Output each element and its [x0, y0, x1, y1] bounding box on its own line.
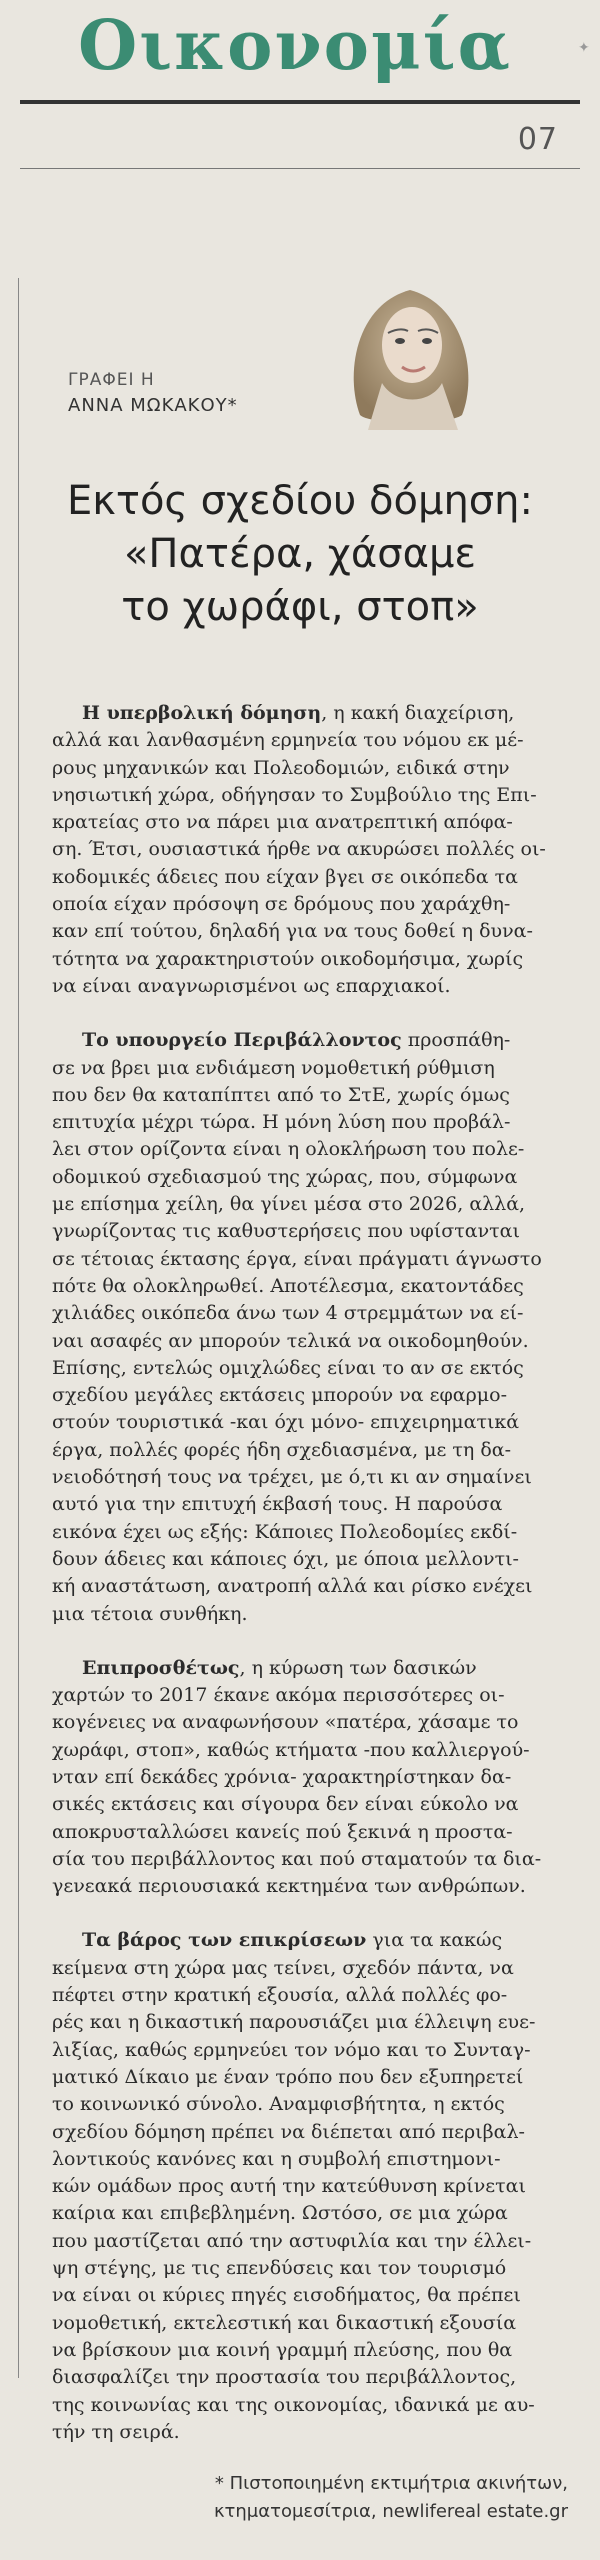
text-line: πέφτει στην κρατική εξουσία, αλλά πολλές φο- — [52, 1984, 508, 2007]
masthead — [0, 0, 600, 100]
text-line: νησιωτική χώρα, οδήγησαν το Συμβούλιο της Επι- — [52, 783, 537, 806]
paragraph-lead: Η υπερβολική δόμηση — [82, 702, 322, 724]
article-paragraph — [52, 1927, 572, 2446]
text-line — [52, 1027, 572, 1054]
text-line: επιτυχία μέχρι τώρα. Η μόνη λύση που προβάλ- — [52, 1111, 511, 1134]
text-line: καίρια και επιβεβλημένη. Ωστόσο, σε μια χώρα — [52, 2202, 508, 2225]
text-line: καν επί τούτου, δηλαδή για να τους δοθεί η δυνα- — [52, 920, 533, 943]
page-fold-mark-icon: ✦ — [578, 40, 590, 56]
writes-label: ΓΡΑΦΕΙ Η — [68, 370, 155, 390]
text-line: ματικό Δίκαιο με έναν τρόπο που δεν εξυπηρετεί — [52, 2065, 524, 2088]
text-line: που δεν θα καταπίπτει από το ΣτΕ, χωρίς όμως — [52, 1083, 510, 1106]
text-line: αλλά και λανθασμένη ερμηνεία του νόμου εκ μέ- — [52, 729, 524, 752]
text-line: που μαστίζεται από την αστυφιλία και την έλλει- — [52, 2229, 532, 2252]
article-paragraph — [52, 1027, 572, 1628]
text-line: σχεδίου μεγάλες εκτάσεις μπορούν να εφαρμο- — [52, 1384, 507, 1407]
text-line: σε να βρει μια ενδιάμεση νομοθετική ρύθμιση — [52, 1056, 495, 1079]
text-line — [52, 1927, 572, 1954]
paragraph-text: , η κακή διαχείριση, — [321, 702, 515, 724]
text-line: ρές και η δικαστική παρουσιάζει μια έλλειψη ευε- — [52, 2011, 536, 2034]
headline-line: Εκτός σχεδίου δόμηση: — [67, 478, 533, 524]
paragraph-text: για τα κακώς — [366, 1929, 503, 1952]
text-line: κείμενα στη χώρα μας τείνει, σχεδόν πάντα, να — [52, 1956, 514, 1979]
headline — [40, 475, 560, 634]
text-line: κή αναστάτωση, ανατροπή αλλά και ρίσκο ενέχει — [52, 1575, 533, 1598]
text-line: κών ομάδων προς αυτή την κατεύθυνση κρίνεται — [52, 2175, 526, 2198]
footnote-line: * Πιστοποιημένη εκτιμήτρια ακινήτων, — [214, 2473, 568, 2494]
page-number: 07 — [517, 122, 558, 157]
text-line: γνωρίζοντας τις καθυστερήσεις που υφίστανται — [52, 1220, 520, 1243]
text-line: νειοδότησή τους να τρέχει, με ό,τι κι αν σημαίνει — [52, 1466, 532, 1489]
text-line: σε τέτοιας έκτασης έργα, είναι πράγματι άγνωστο — [52, 1247, 542, 1270]
text-line: σία του περιβάλλοντος και πού σταματούν τα δια- — [52, 1847, 542, 1870]
text-line — [52, 700, 572, 727]
text-line: αυτό για την επιτυχή έκβασή τους. Η παρούσα — [52, 1493, 503, 1516]
text-line: να είναι αναγνωρισμένοι ως επαρχιακοί. — [52, 974, 451, 997]
text-line: λιξίας, καθώς ερμηνεύει τον νόμο και το Συνταγ- — [52, 2038, 531, 2061]
text-line: κρατείας στο να πάρει μια ανατρεπτική απόφα- — [52, 811, 513, 834]
text-line: ναι ασαφές αν μπορούν τελικά να οικοδομηθούν. — [52, 1329, 529, 1352]
text-line: σικές εκτάσεις και σίγουρα δεν είναι εύκολο να — [52, 1793, 519, 1816]
text-line: πότε θα ολοκληρωθεί. Αποτέλεσμα, εκατοντάδες — [52, 1274, 524, 1297]
text-line: αποκρυσταλλώσει κανείς πού ξεκινά η προστα- — [52, 1820, 513, 1843]
text-line: γενεακά περιουσιακά κεκτημένα των ανθρώπων. — [52, 1875, 526, 1898]
article-paragraph — [52, 1655, 572, 1901]
text-line: εικόνα έχει ως εξής: Κάποιες Πολεοδομίες εκδί- — [52, 1520, 518, 1543]
article-body — [52, 700, 572, 2473]
paragraph-lead: Επιπροσθέτως — [82, 1656, 240, 1679]
text-line: να είναι οι κύριες πηγές εισοδήματος, θα πρέπει — [52, 2284, 521, 2307]
text-line: οδομικού σχεδιασμού της χώρας, που, σύμφωνα — [52, 1165, 518, 1188]
paragraph-text: , η κύρωση των δασικών — [239, 1656, 477, 1679]
text-line: ρους μηχανικών και Πολεοδομιών, ειδικά στην — [52, 756, 510, 779]
text-line: έργα, πολλές φορές ήδη σχεδιασμένα, με τη δα- — [52, 1438, 512, 1461]
text-line: νομοθετική, εκτελεστική και δικαστική εξουσία — [52, 2311, 517, 2334]
headline-line: το χωράφι, στοπ» — [121, 584, 479, 630]
text-line: χιλιάδες οικόπεδα άνω των 4 στρεμμάτων να εί- — [52, 1302, 524, 1325]
text-line: λει στον ορίζοντα είναι η ολοκλήρωση του πολε- — [52, 1138, 525, 1161]
author-footnote — [88, 2470, 568, 2526]
text-line: σχεδίου δόμηση πρέπει να διέπεται από περιβαλ- — [52, 2120, 525, 2143]
text-line: χωράφι, στοπ», καθώς κτήματα -που καλλιεργού- — [52, 1738, 530, 1761]
article-paragraph — [52, 700, 572, 1000]
text-line: λοντικούς κανόνες και η συμβολή επιστημονι- — [52, 2147, 501, 2170]
text-line: κογένειες να αναφωνήσουν «πατέρα, χάσαμε το — [52, 1711, 519, 1734]
text-line: να βρίσκουν μια κοινή γραμμή πλεύσης, που θα — [52, 2338, 513, 2361]
paragraph-text: προσπάθη- — [401, 1029, 511, 1052]
text-line: τότητα να χαρακτηριστούν οικοδομήσιμα, χωρίς — [52, 947, 524, 970]
text-line: με επίσημα χείλη, θα γίνει μέσα στο 2026, αλλά, — [52, 1193, 526, 1216]
text-line: δουν άδειες και κάποιες όχι, με όποια μελλοντι- — [52, 1547, 519, 1570]
headline-line: «Πατέρα, χάσαμε — [123, 531, 477, 577]
text-line: νταν επί δεκάδες χρόνια- χαρακτηρίστηκαν δα- — [52, 1765, 512, 1788]
text-line — [52, 1655, 572, 1682]
text-line: το κοινωνικό σύνολο. Αναμφισβήτητα, η εκτός — [52, 2093, 505, 2116]
author-block — [40, 255, 580, 445]
text-line: οποία είχαν πρόσοψη σε δρόμους που χαράχθη- — [52, 893, 511, 916]
column-border — [18, 278, 19, 2378]
text-line: διασφαλίζει την προστασία του περιβάλλοντος, — [52, 2366, 517, 2389]
text-line: μια τέτοια συνθήκη. — [52, 1602, 248, 1625]
header-divider — [20, 168, 580, 169]
text-line: ψη στέγης, με τις επενδύσεις και τον τουρισμό — [52, 2257, 507, 2280]
masthead-rule — [20, 100, 580, 104]
footnote-line: κτηματομεσίτρια, newlifereal estate.gr — [213, 2501, 568, 2522]
paragraph-lead: Τα βάρος των επικρίσεων — [82, 1929, 367, 1952]
text-line: χαρτών το 2017 έκανε ακόμα περισσότερες οι- — [52, 1684, 505, 1707]
text-line: στούν τουριστικά -και όχι μόνο- επιχειρηματικά — [52, 1411, 520, 1434]
author-name: ΑΝΝΑ ΜΩΚΑΚΟΥ* — [68, 395, 238, 416]
text-line: κοδομικές άδειες που είχαν βγει σε οικόπεδα τα — [52, 865, 518, 888]
author-portrait-icon — [340, 265, 480, 430]
section-title: Οικονομία — [78, 6, 513, 86]
text-line: της κοινωνίας και της οικονομίας, ιδανικά με αυ- — [52, 2393, 535, 2416]
text-line: τήν τη σειρά. — [52, 2420, 180, 2443]
paragraph-lead: Το υπουργείο Περιβάλλοντος — [82, 1029, 402, 1052]
text-line: ση. Έτσι, ουσιαστικά ήρθε να ακυρώσει πολλές οι- — [52, 838, 546, 861]
text-line: Επίσης, εντελώς ομιχλώδες είναι το αν σε εκτός — [52, 1356, 524, 1379]
